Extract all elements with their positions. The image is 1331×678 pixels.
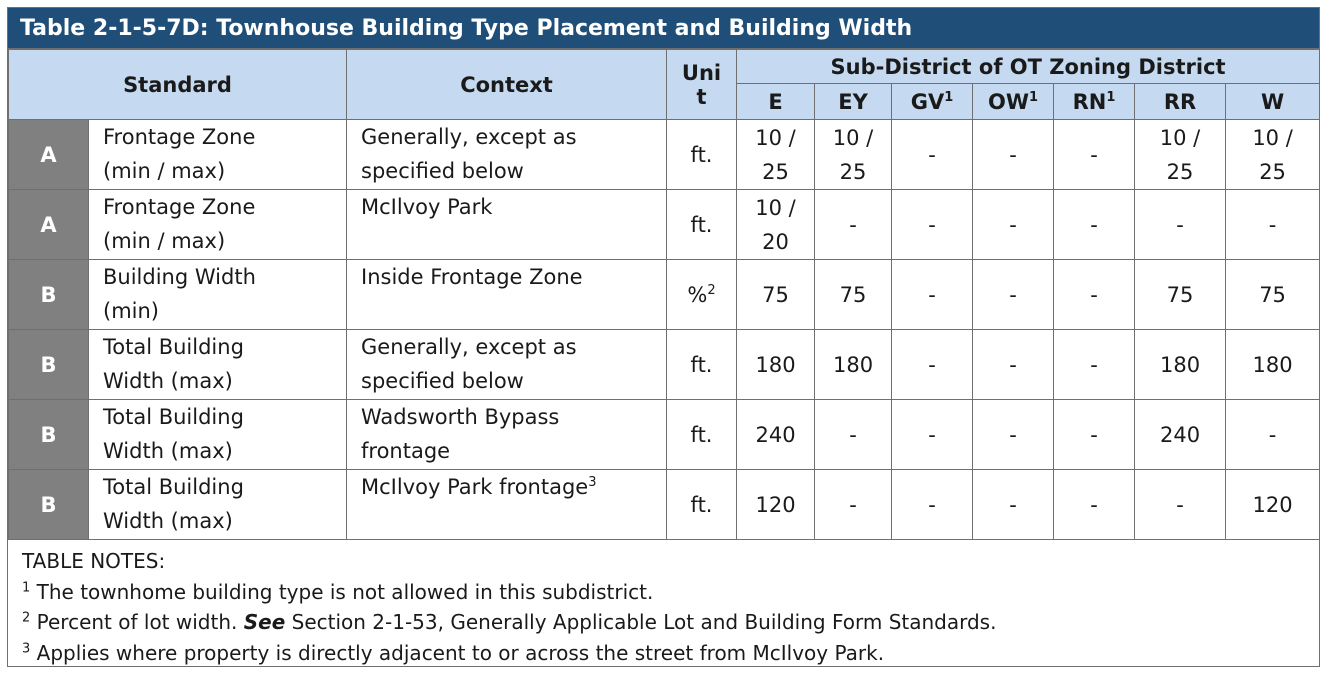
standard-line1: Building Width (103, 265, 256, 289)
value-line1: - (1009, 282, 1017, 307)
standard-line1: Total Building (103, 335, 244, 359)
value-line1: 240 (1159, 422, 1201, 447)
value-line1: - (1176, 492, 1184, 517)
value-cell (1226, 470, 1320, 540)
value-cell (737, 190, 815, 260)
table-row (9, 400, 1320, 470)
value-cell (737, 330, 815, 400)
context-cell (347, 190, 667, 260)
value-cell (892, 330, 973, 400)
value-line1: - (1090, 282, 1098, 307)
context-line2: specified below (361, 159, 524, 183)
value-cell (1054, 330, 1135, 400)
standard-line2: Width (max) (103, 509, 233, 533)
value-cell (815, 400, 892, 470)
col-header-label: W (1260, 89, 1285, 114)
standard-line2: (min / max) (103, 229, 226, 253)
unit-text: % (687, 282, 708, 307)
value-line2: 25 (1166, 159, 1194, 184)
standard-code: B (9, 470, 89, 540)
value-cell (1054, 470, 1135, 540)
context-line1 (361, 400, 666, 434)
standard-cell (89, 330, 347, 400)
value-line1: - (1009, 422, 1017, 447)
standard-cell (89, 190, 347, 260)
context-line1-text: Wadsworth Bypass (361, 405, 560, 429)
table-body (9, 120, 1320, 540)
value-line2: 25 (1259, 159, 1286, 184)
notes-heading: TABLE NOTES: (22, 549, 166, 573)
table-row (9, 470, 1320, 540)
value-cell (1226, 260, 1320, 330)
standard-line1: Frontage Zone (103, 195, 256, 219)
value-line1: 180 (832, 352, 874, 377)
value-cell (1135, 260, 1226, 330)
footnote-ref: 1 (944, 89, 954, 105)
table-row (9, 190, 1320, 260)
value-line1: - (928, 492, 936, 517)
standard-line2: Width (max) (103, 439, 233, 463)
value-line1: 10 / (755, 195, 796, 220)
value-cell (973, 400, 1054, 470)
value-cell (1054, 190, 1135, 260)
standard-code: B (9, 400, 89, 470)
value-cell (973, 190, 1054, 260)
footnote-ref: 1 (1106, 89, 1116, 105)
value-cell (1135, 400, 1226, 470)
col-header-label: RN (1072, 89, 1107, 114)
value-cell (1135, 330, 1226, 400)
value-cell (973, 330, 1054, 400)
value-line1: - (1009, 352, 1017, 377)
unit-cell (667, 400, 737, 470)
note-text: The townhome building type is not allowed in this subdistrict. (30, 579, 654, 604)
value-line1: - (1176, 212, 1184, 237)
context-line1-text: Generally, except as (361, 335, 577, 359)
subdistrict-col-header (892, 84, 973, 120)
footnote-marker: 2 (22, 610, 31, 626)
note-text: Percent of lot width. (30, 610, 244, 634)
value-cell (737, 400, 815, 470)
footnote-marker: 3 (22, 640, 31, 656)
value-line1: - (1009, 492, 1017, 517)
value-cell (1054, 400, 1135, 470)
value-cell (1135, 120, 1226, 190)
context-line1-text: McIlvoy Park (361, 195, 493, 219)
unit-cell (667, 470, 737, 540)
standard-code: B (9, 260, 89, 330)
value-line1: 10 / (832, 125, 874, 150)
table-row (9, 260, 1320, 330)
standard-code: B (9, 330, 89, 400)
value-line1: - (849, 422, 857, 447)
value-cell (737, 260, 815, 330)
value-line1: - (1090, 142, 1098, 167)
standard-line2: Width (max) (103, 369, 233, 393)
value-cell (973, 120, 1054, 190)
value-cell (1135, 190, 1226, 260)
context-line1 (361, 190, 666, 224)
value-line1: - (1090, 212, 1098, 237)
context-line1-text: McIlvoy Park frontage (361, 475, 589, 499)
value-cell (1054, 260, 1135, 330)
value-line1: - (849, 212, 857, 237)
unit-header (667, 50, 737, 120)
footnote-ref: 3 (588, 475, 597, 490)
col-header-label: RR (1163, 89, 1197, 114)
context-line1 (361, 120, 666, 154)
value-line1: - (1090, 422, 1098, 447)
footnote-marker: 1 (22, 579, 31, 595)
value-cell (815, 120, 892, 190)
context-cell (347, 400, 667, 470)
unit-text: ft. (690, 352, 713, 377)
value-line1: - (928, 212, 936, 237)
value-line1: - (1009, 212, 1017, 237)
value-line1: 75 (839, 282, 867, 307)
value-line1: 10 / (755, 125, 796, 150)
unit-header-line2: t (696, 84, 707, 109)
unit-cell (667, 120, 737, 190)
context-line1 (361, 260, 666, 294)
context-cell (347, 260, 667, 330)
table-notes (8, 540, 1319, 668)
unit-text: ft. (690, 422, 713, 447)
col-header-label: E (768, 89, 783, 114)
standard-line1: Total Building (103, 405, 244, 429)
note-text-rest: Section 2-1-53, Generally Applicable Lot and Building Form Standards. (285, 610, 997, 634)
standard-line2: (min / max) (103, 159, 226, 183)
context-line1-text: Inside Frontage Zone (361, 265, 583, 289)
value-line1: - (1090, 492, 1098, 517)
value-line1: 120 (1252, 492, 1293, 517)
col-header-label: OW (987, 89, 1029, 114)
value-cell (892, 400, 973, 470)
value-line1: 10 / (1159, 125, 1201, 150)
subdistrict-col-header (815, 84, 892, 120)
value-line1: - (1268, 212, 1277, 237)
value-line1: 75 (762, 282, 789, 307)
standard-cell (89, 120, 347, 190)
value-line1: 180 (1252, 352, 1293, 377)
table-container (7, 7, 1320, 667)
table-note (22, 638, 1319, 669)
value-line1: - (1090, 352, 1098, 377)
table-note (22, 577, 1319, 608)
table-note (22, 607, 1319, 638)
standards-table (8, 49, 1320, 540)
unit-text: ft. (690, 492, 713, 517)
standard-cell (89, 260, 347, 330)
value-cell (815, 330, 892, 400)
subdistrict-col-header (1226, 84, 1320, 120)
value-line1: - (928, 142, 936, 167)
value-line1: - (928, 282, 936, 307)
standard-cell (89, 470, 347, 540)
standard-line1: Total Building (103, 475, 244, 499)
standard-code: A (9, 190, 89, 260)
subdistrict-header: Sub-District of OT Zoning District (737, 50, 1320, 84)
note-emphasis: See (243, 610, 286, 634)
context-line2: frontage (361, 439, 451, 463)
value-cell (892, 120, 973, 190)
value-cell (1135, 470, 1226, 540)
value-cell (1226, 330, 1320, 400)
value-line1: 75 (1166, 282, 1194, 307)
col-header-label: EY (838, 89, 868, 114)
value-line1: 180 (1159, 352, 1201, 377)
value-cell (892, 260, 973, 330)
context-line1 (361, 470, 666, 504)
col-header-label: GV (910, 89, 945, 114)
unit-cell (667, 330, 737, 400)
subdistrict-col-header (973, 84, 1054, 120)
standard-cell (89, 400, 347, 470)
value-cell (1226, 120, 1320, 190)
header-row (9, 50, 1320, 84)
unit-text: ft. (690, 212, 713, 237)
unit-cell (667, 190, 737, 260)
standard-header: Standard (9, 50, 347, 120)
subdistrict-col-header (1054, 84, 1135, 120)
value-line1: - (1009, 142, 1017, 167)
table-row (9, 330, 1320, 400)
value-line1: - (928, 422, 936, 447)
standard-code: A (9, 120, 89, 190)
footnote-ref: 2 (707, 282, 716, 298)
context-line1-text: Generally, except as (361, 125, 577, 149)
value-cell (1226, 190, 1320, 260)
value-line1: 180 (755, 352, 796, 377)
value-cell (973, 260, 1054, 330)
context-line2: specified below (361, 369, 524, 393)
context-header: Context (347, 50, 667, 120)
value-line2: 25 (839, 159, 867, 184)
value-line1: 120 (755, 492, 796, 517)
value-line2: 20 (762, 229, 789, 254)
value-cell (815, 190, 892, 260)
subdistrict-col-header (1135, 84, 1226, 120)
standard-line2: (min) (103, 299, 159, 323)
value-line1: - (1268, 422, 1277, 447)
unit-cell (667, 260, 737, 330)
value-line1: 240 (755, 422, 796, 447)
unit-text: ft. (690, 142, 713, 167)
value-line1: - (849, 492, 857, 517)
table-title: Table 2-1-5-7D: Townhouse Building Type Placement and Building Width (8, 8, 1319, 49)
context-cell (347, 120, 667, 190)
value-cell (737, 120, 815, 190)
notes-list (22, 577, 1319, 669)
value-line1: 75 (1259, 282, 1286, 307)
value-line2: 25 (762, 159, 789, 184)
context-cell (347, 470, 667, 540)
standard-line1: Frontage Zone (103, 125, 256, 149)
value-line1: 10 / (1252, 125, 1293, 150)
subdistrict-col-header (737, 84, 815, 120)
footnote-ref: 1 (1029, 89, 1039, 105)
value-cell (737, 470, 815, 540)
value-cell (815, 470, 892, 540)
unit-header-line1: Uni (681, 60, 722, 85)
value-cell (815, 260, 892, 330)
note-text: Applies where property is directly adjacent to or across the street from McIlvoy Park. (30, 640, 885, 665)
table-row (9, 120, 1320, 190)
context-line1 (361, 330, 666, 364)
value-cell (1226, 400, 1320, 470)
value-cell (973, 470, 1054, 540)
value-cell (892, 470, 973, 540)
value-line1: - (928, 352, 936, 377)
context-cell (347, 330, 667, 400)
value-cell (1054, 120, 1135, 190)
value-cell (892, 190, 973, 260)
